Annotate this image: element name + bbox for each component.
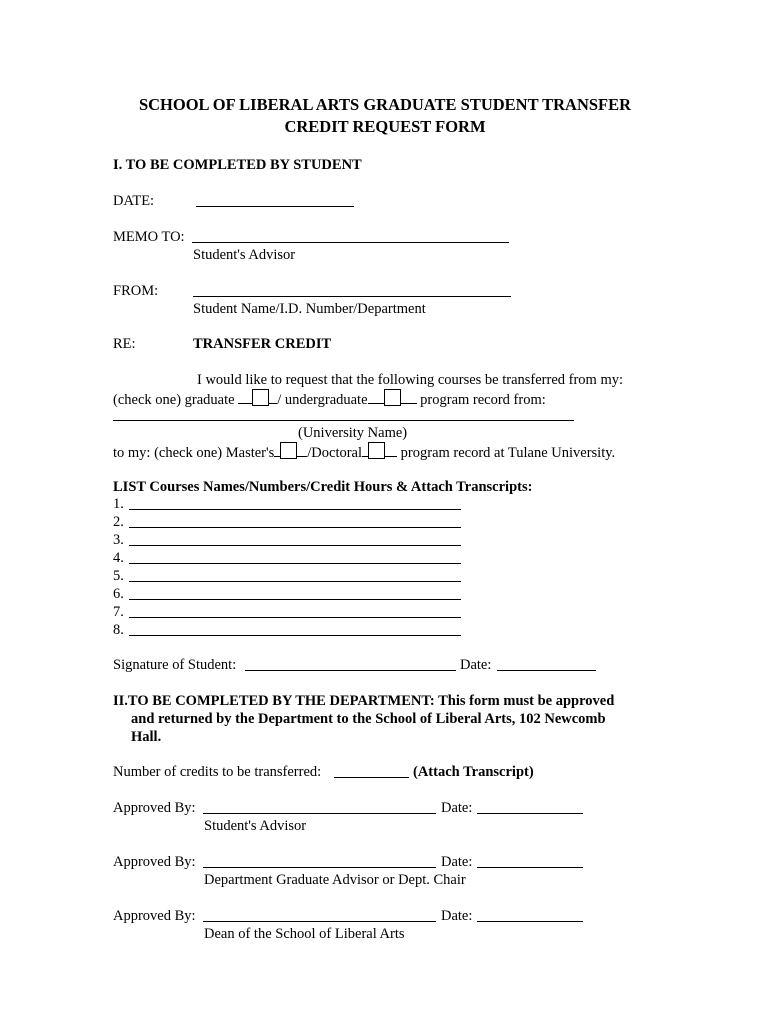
- section1-heading: I. TO BE COMPLETED BY STUDENT: [113, 157, 362, 173]
- university-field[interactable]: [113, 420, 574, 421]
- course-field[interactable]: [129, 545, 461, 546]
- course-number: 7.: [113, 604, 124, 620]
- approval-signature-field[interactable]: [203, 921, 436, 922]
- approval-date-label: Date:: [441, 908, 473, 924]
- course-field[interactable]: [129, 635, 461, 636]
- course-field[interactable]: [129, 617, 461, 618]
- re-label: RE:: [113, 336, 136, 352]
- approved-by-label: Approved By:: [113, 800, 196, 816]
- course-number: 8.: [113, 622, 124, 638]
- graduate-checkbox[interactable]: [252, 389, 269, 406]
- check-prefix: (check one) graduate: [113, 392, 235, 408]
- course-number: 4.: [113, 550, 124, 566]
- from-label: FROM:: [113, 283, 159, 299]
- signature-label: Signature of Student:: [113, 657, 237, 673]
- request-text: I would like to request that the following courses be transferred from my:: [197, 372, 624, 388]
- form-title-line2: CREDIT REQUEST FORM: [284, 117, 486, 136]
- date-label: DATE:: [113, 193, 155, 209]
- approval-date-label: Date:: [441, 854, 473, 870]
- course-number: 3.: [113, 532, 124, 548]
- approval-date-field[interactable]: [477, 813, 583, 814]
- course-number: 6.: [113, 586, 124, 602]
- signature-field[interactable]: [245, 670, 456, 671]
- credits-field[interactable]: [334, 777, 409, 778]
- course-field[interactable]: [129, 581, 461, 582]
- program-record-at: program record at Tulane University.: [400, 445, 616, 461]
- approval-date-field[interactable]: [477, 867, 583, 868]
- undergraduate-label: / undergraduate: [277, 392, 368, 408]
- university-caption: (University Name): [298, 425, 408, 441]
- doctoral-checkbox[interactable]: [368, 442, 385, 459]
- course-number: 2.: [113, 514, 124, 530]
- attach-label: (Attach Transcript): [413, 764, 534, 780]
- re-value: TRANSFER CREDIT: [193, 336, 332, 352]
- memo-field[interactable]: [192, 242, 509, 243]
- course-field[interactable]: [129, 527, 461, 528]
- check-row-1: [113, 389, 546, 409]
- approval-signature-field[interactable]: [203, 813, 436, 814]
- approved-by-label: Approved By:: [113, 854, 196, 870]
- course-field[interactable]: [129, 509, 461, 510]
- approval-date-field[interactable]: [477, 921, 583, 922]
- section2-heading-line2: and returned by the Department to the School of Liberal Arts, 102 Newcomb: [131, 711, 606, 727]
- form-title-line1: SCHOOL OF LIBERAL ARTS GRADUATE STUDENT TRANSFER: [138, 95, 632, 114]
- signature-date-label: Date:: [460, 657, 492, 673]
- memo-caption: Student's Advisor: [193, 247, 296, 263]
- course-field[interactable]: [129, 599, 461, 600]
- masters-checkbox[interactable]: [280, 442, 297, 459]
- doctoral-label: /Doctoral: [307, 445, 363, 461]
- credits-label: Number of credits to be transferred:: [113, 764, 322, 780]
- from-field[interactable]: [193, 296, 511, 297]
- date-field[interactable]: [196, 206, 354, 207]
- program-record-from: program record from:: [420, 392, 546, 408]
- list-heading: LIST Courses Names/Numbers/Credit Hours & Attach Transcripts:: [113, 479, 533, 495]
- approval-date-label: Date:: [441, 800, 473, 816]
- course-number: 5.: [113, 568, 124, 584]
- check-row-2: [113, 442, 615, 462]
- memo-label: MEMO TO:: [113, 229, 185, 245]
- section2-heading-line1: II.TO BE COMPLETED BY THE DEPARTMENT: This form must be approved: [113, 693, 615, 709]
- approval-caption: Department Graduate Advisor or Dept. Chair: [204, 872, 466, 888]
- from-caption: Student Name/I.D. Number/Department: [193, 301, 426, 317]
- signature-date-field[interactable]: [497, 670, 596, 671]
- to-my-prefix: to my: (check one) Master's: [113, 445, 275, 461]
- approval-signature-field[interactable]: [203, 867, 436, 868]
- approval-caption: Student's Advisor: [204, 818, 307, 834]
- undergraduate-checkbox[interactable]: [384, 389, 401, 406]
- course-number: 1.: [113, 496, 124, 512]
- approval-caption: Dean of the School of Liberal Arts: [204, 926, 405, 942]
- approved-by-label: Approved By:: [113, 908, 196, 924]
- course-field[interactable]: [129, 563, 461, 564]
- section2-heading-line3: Hall.: [131, 729, 162, 745]
